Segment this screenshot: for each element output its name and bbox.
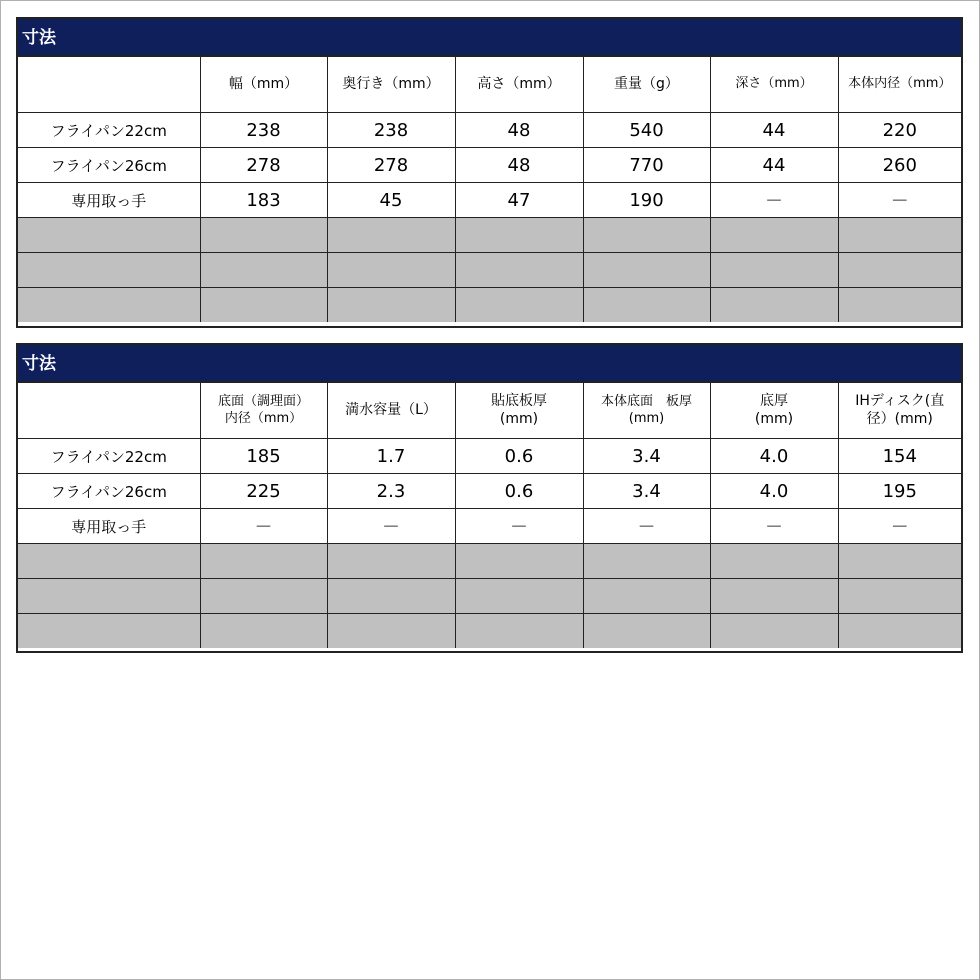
row-label: フライパン26cm [18,148,200,183]
spec-table [18,383,961,648]
empty-cell [710,288,838,323]
empty-cell [327,253,455,288]
table-cell: 190 [583,183,710,218]
table-cell: － [583,509,710,544]
empty-row [18,253,961,288]
table-cell: 3.4 [583,474,710,509]
empty-row [18,288,961,323]
empty-cell [200,544,327,579]
empty-cell [710,544,838,579]
header-cell-weight: 重量（g） [583,57,710,113]
table-cell: 44 [710,113,838,148]
dimensions-table-2 [16,343,963,653]
table-cell: 2.3 [327,474,455,509]
empty-cell [583,614,710,649]
header-cell-height: 高さ（mm） [455,57,583,113]
empty-cell [838,544,961,579]
table-cell: － [838,183,961,218]
row-label: 専用取っ手 [18,509,200,544]
table-cell: 278 [200,148,327,183]
empty-cell [18,253,200,288]
table-cell: 48 [455,148,583,183]
empty-cell [18,579,200,614]
header-cell-ih-disc-diameter: IHディスク(直 径）(mm) [838,383,961,439]
empty-cell [18,218,200,253]
empty-cell [455,288,583,323]
empty-cell [710,579,838,614]
empty-cell [327,544,455,579]
empty-cell [200,218,327,253]
table-cell: 47 [455,183,583,218]
table-cell: 770 [583,148,710,183]
empty-row [18,614,961,649]
header-cell-body-bottom-thickness: 本体底面 板厚 (mm) [583,383,710,439]
empty-cell [18,288,200,323]
empty-cell [455,614,583,649]
empty-cell [200,579,327,614]
table-cell: 540 [583,113,710,148]
empty-cell [18,544,200,579]
table-cell: － [710,183,838,218]
spec-table [18,57,961,322]
table-cell: 3.4 [583,439,710,474]
row-label: フライパン22cm [18,113,200,148]
empty-cell [200,614,327,649]
table-cell: 48 [455,113,583,148]
table-title: 寸法 [18,19,961,57]
table-cell: 183 [200,183,327,218]
header-cell-empty [18,57,200,113]
header-cell-inner-diameter: 本体内径（mm） [838,57,961,113]
empty-cell [455,579,583,614]
empty-cell [583,579,710,614]
empty-cell [327,614,455,649]
table-row [18,474,961,509]
empty-cell [455,544,583,579]
header-cell-base-thickness: 底厚 (mm) [710,383,838,439]
table-cell: － [838,509,961,544]
empty-cell [327,579,455,614]
empty-cell [838,253,961,288]
table-cell: 220 [838,113,961,148]
table-cell: 225 [200,474,327,509]
empty-cell [710,218,838,253]
empty-row [18,579,961,614]
table-cell: 154 [838,439,961,474]
table-cell: 0.6 [455,474,583,509]
header-row [18,383,961,439]
empty-cell [18,614,200,649]
table-cell: － [710,509,838,544]
table-cell: 195 [838,474,961,509]
table-row [18,113,961,148]
empty-cell [583,253,710,288]
header-row [18,57,961,113]
empty-cell [710,614,838,649]
empty-cell [838,218,961,253]
header-cell-width: 幅（mm） [200,57,327,113]
empty-cell [838,288,961,323]
empty-cell [327,288,455,323]
empty-cell [710,253,838,288]
table-title: 寸法 [18,345,961,383]
table-cell: － [200,509,327,544]
table-row [18,148,961,183]
row-label: 専用取っ手 [18,183,200,218]
table-cell: 45 [327,183,455,218]
header-cell-empty [18,383,200,439]
table-cell: 260 [838,148,961,183]
table-cell: 0.6 [455,439,583,474]
header-cell-capacity: 満水容量（L） [327,383,455,439]
table-row [18,509,961,544]
table-cell: 278 [327,148,455,183]
empty-cell [838,579,961,614]
empty-cell [200,253,327,288]
table-cell: 44 [710,148,838,183]
table-cell: － [455,509,583,544]
empty-cell [455,253,583,288]
row-label: フライパン22cm [18,439,200,474]
table-cell: 238 [327,113,455,148]
empty-cell [583,544,710,579]
dimensions-table-1 [16,17,963,328]
table-cell: 1.7 [327,439,455,474]
table-cell: 238 [200,113,327,148]
row-label: フライパン26cm [18,474,200,509]
table-cell: 4.0 [710,474,838,509]
table-row [18,439,961,474]
empty-cell [455,218,583,253]
empty-row [18,544,961,579]
header-cell-depth: 奥行き（mm） [327,57,455,113]
header-cell-bottom-inner-diameter: 底面（調理面） 内径（mm） [200,383,327,439]
empty-cell [200,288,327,323]
header-cell-deep: 深さ（mm） [710,57,838,113]
table-cell: 185 [200,439,327,474]
empty-cell [583,218,710,253]
table-cell: 4.0 [710,439,838,474]
table-row [18,183,961,218]
empty-cell [327,218,455,253]
table-cell: － [327,509,455,544]
empty-row [18,218,961,253]
header-cell-bottom-plate-thickness: 貼底板厚 (mm) [455,383,583,439]
empty-cell [583,288,710,323]
empty-cell [838,614,961,649]
